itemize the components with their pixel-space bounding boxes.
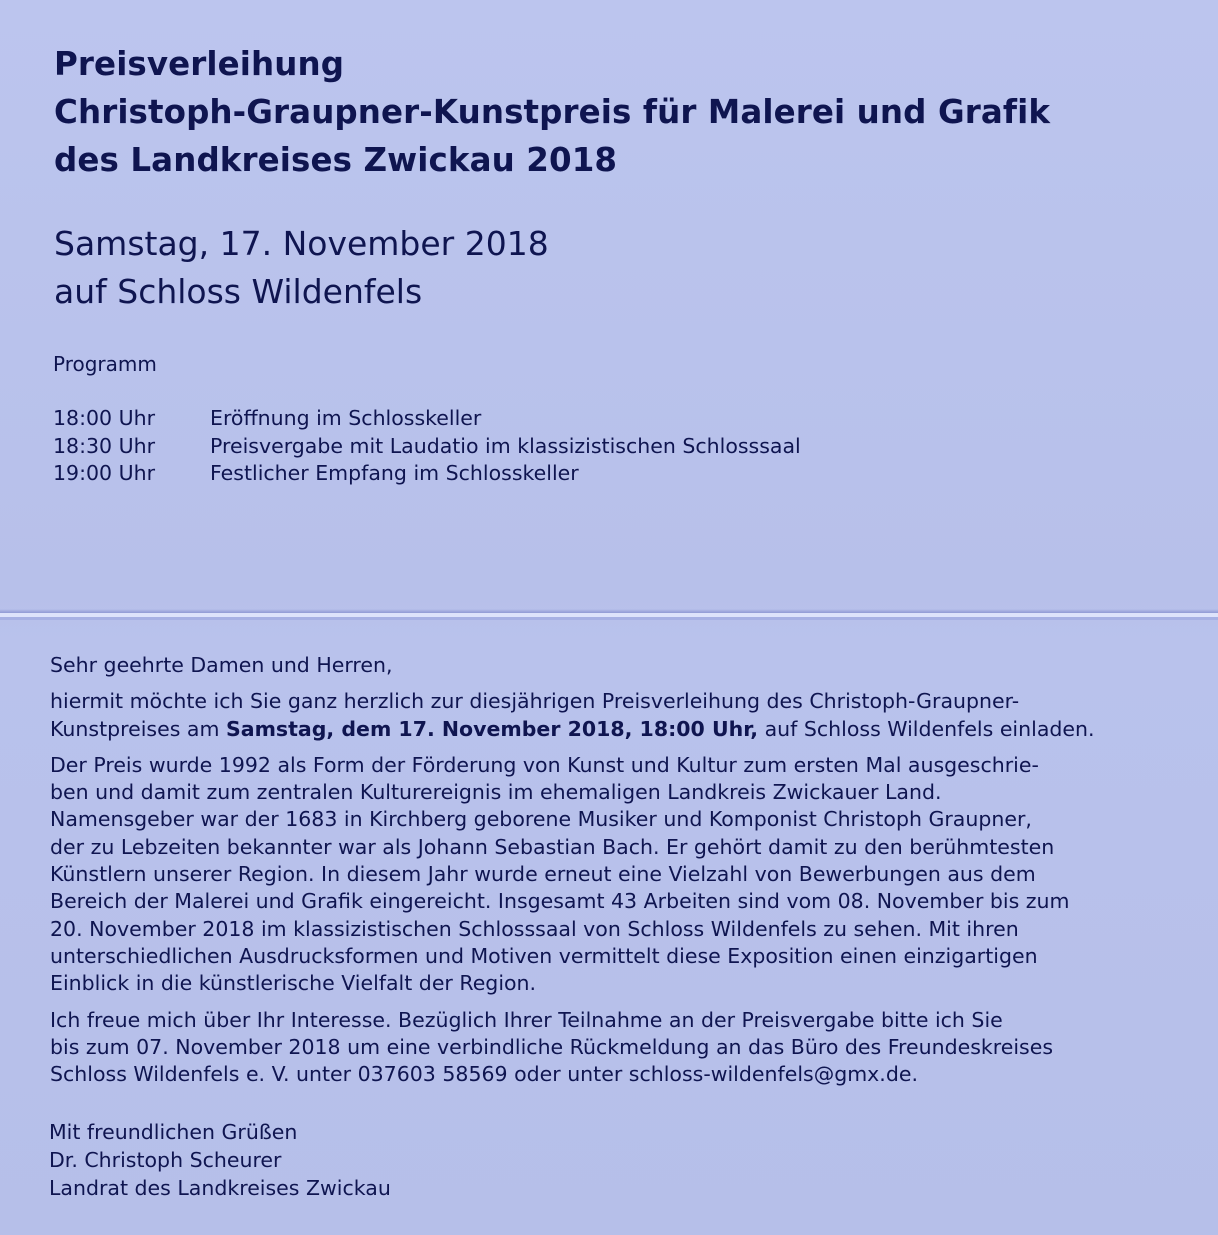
- paragraph-line: der zu Lebzeiten bekannter war als Johann Sebastian Bach. Er gehört damit zu den berühmtesten: [50, 834, 1055, 859]
- invitation-letter: [50, 652, 1200, 1088]
- closing-greeting: Mit freundlichen Grüßen: [49, 1120, 298, 1144]
- paragraph-line: Ich freue mich über Ihr Interesse. Bezüglich Ihrer Teilnahme an der Preisvergabe bitte ich Sie: [50, 1007, 1003, 1032]
- program-schedule: [53, 405, 801, 488]
- paragraph-line: [50, 716, 1200, 743]
- schedule-row: [53, 433, 801, 461]
- award-title-line-3: des Landkreises Zwickau 2018: [54, 141, 618, 179]
- event-location: auf Schloss Wildenfels: [54, 272, 423, 311]
- paragraph-line: unterschiedlichen Ausdrucksformen und Motiven vermittelt diese Exposition einen einzigartigen: [50, 943, 1038, 968]
- paragraph-line: Der Preis wurde 1992 als Form der Förderung von Kunst und Kultur zum ersten Mal ausgeschrie-: [50, 752, 1039, 777]
- schedule-description: Festlicher Empfang im Schlosskeller: [210, 461, 579, 485]
- invitation-text: Kunstpreises am: [50, 716, 226, 741]
- paragraph-line: hiermit möchte ich Sie ganz herzlich zur diesjährigen Preisverleihung des Christoph-Graupner-: [50, 689, 1020, 714]
- paragraph-line: Bereich der Malerei und Grafik eingereicht. Insgesamt 43 Arbeiten sind vom 08. November bis zum: [50, 889, 1070, 914]
- card-fold-crease: [0, 609, 1218, 621]
- paragraph-line: bis zum 07. November 2018 um eine verbindliche Rückmeldung an das Büro des Freundeskreises: [50, 1034, 1054, 1059]
- program-heading: Programm: [53, 352, 157, 376]
- letter-history-paragraph: [50, 752, 1200, 998]
- letter-invitation-paragraph: [50, 688, 1200, 743]
- schedule-description: Preisvergabe mit Laudatio im klassizistischen Schlosssaal: [210, 433, 801, 458]
- schedule-time: 18:30 Uhr: [53, 433, 156, 458]
- paragraph-line: Einblick in die künstlerische Vielfalt der Region.: [50, 971, 537, 996]
- schedule-time: 19:00 Uhr: [53, 461, 156, 485]
- letter-salutation: Sehr geehrte Damen und Herren,: [50, 653, 393, 677]
- award-title-line-1: Preisverleihung: [54, 45, 345, 83]
- paragraph-line: 20. November 2018 im klassizistischen Schlosssaal von Schloss Wildenfels zu sehen. Mit ihren: [50, 916, 1019, 941]
- fold-underside: [0, 617, 1218, 620]
- paragraph-line: Künstlern unserer Region. In diesem Jahr wurde erneut eine Vielzahl von Bewerbungen aus dem: [50, 862, 1036, 887]
- paragraph-line: ben und damit zum zentralen Kulturereignis im ehemaligen Landkreis Zwickauer Land.: [50, 780, 942, 805]
- schedule-time: 18:00 Uhr: [53, 406, 156, 430]
- award-title-line-2: Christoph-Graupner-Kunstpreis für Malerei und Grafik: [54, 93, 1051, 131]
- event-date: Samstag, 17. November 2018: [54, 224, 549, 263]
- invitation-date-time: Samstag, dem 17. November 2018, 18:00 Uhr,: [225, 716, 759, 741]
- signatory-name: Dr. Christoph Scheurer: [49, 1148, 282, 1172]
- schedule-row: [53, 460, 801, 488]
- invitation-text: auf Schloss Wildenfels einladen.: [758, 716, 1095, 741]
- letter-closing: [49, 1118, 391, 1202]
- signatory-role: Landrat des Landkreises Zwickau: [49, 1176, 391, 1200]
- letter-rsvp-paragraph: [50, 1007, 1200, 1089]
- schedule-description: Eröffnung im Schlosskeller: [210, 406, 482, 430]
- paragraph-line: Namensgeber war der 1683 in Kirchberg geborene Musiker und Komponist Christoph Graupner,: [50, 807, 1032, 832]
- schedule-row: [53, 405, 801, 433]
- event-date-location: [54, 220, 549, 316]
- award-title: [54, 40, 1050, 184]
- paragraph-line: Schloss Wildenfels e. V. unter 037603 58569 oder unter schloss-wildenfels@gmx.de.: [50, 1062, 918, 1087]
